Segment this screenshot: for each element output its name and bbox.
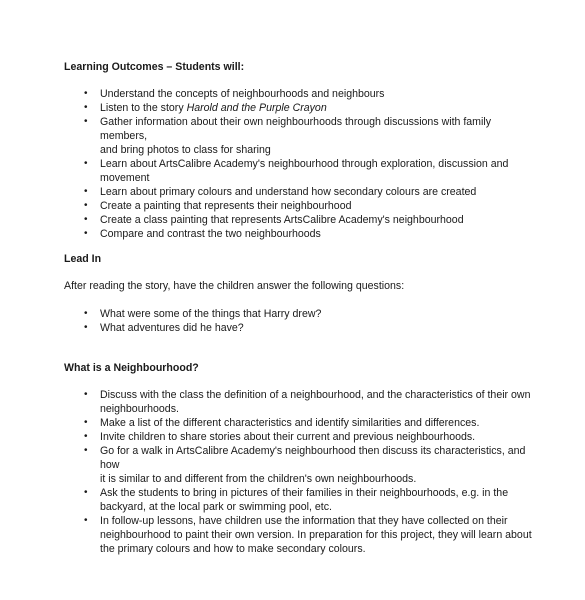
- list-item: [0, 514, 535, 556]
- list-item-text: Understand the concepts of neighbourhoods and neighbours: [100, 88, 385, 100]
- bullet-icon: •: [84, 515, 88, 526]
- list-item: [0, 307, 535, 321]
- list-item-text: Make a list of the different characteristics and identify similarities and differences.: [100, 417, 480, 429]
- list-item: [0, 430, 535, 444]
- bullet-icon: •: [84, 102, 88, 113]
- book-title: Harold and the Purple Crayon: [186, 102, 327, 114]
- bullet-icon: •: [84, 308, 88, 319]
- bullet-icon: •: [84, 417, 88, 428]
- list-item-text: What adventures did he have?: [100, 322, 244, 334]
- list-item-text-continued: the primary colours and how to make secondary colours.: [100, 543, 366, 555]
- list-item-text: Discuss with the class the definition of a neighbourhood, and the characteristics of their own: [100, 389, 531, 401]
- list-item: [0, 213, 535, 227]
- list-item-text-continued: neighbourhood to paint their own version. In preparation for this project, they will learn about: [100, 529, 532, 541]
- list-item-text: Create a painting that represents their neighbourhood: [100, 200, 352, 212]
- lead-in-intro: After reading the story, have the children answer the following questions:: [64, 280, 405, 292]
- bullet-icon: •: [84, 445, 88, 456]
- list-item-text: Gather information about their own neighbourhoods through discussions with family members,: [100, 116, 492, 142]
- bullet-icon: •: [84, 487, 88, 498]
- bullet-icon: •: [84, 186, 88, 197]
- list-item-text: Listen to the story: [100, 102, 187, 114]
- list-item-text-continued: backyard, at the local park or swimming pool, etc.: [100, 501, 332, 513]
- list-item: [0, 486, 535, 514]
- learning-outcomes-heading: Learning Outcomes – Students will:: [64, 61, 245, 73]
- bullet-icon: •: [84, 431, 88, 442]
- list-item-text: Go for a walk in ArtsCalibre Academy's neighbourhood then discuss its characteristics, and how: [100, 445, 526, 471]
- bullet-icon: •: [84, 158, 88, 169]
- bullet-icon: •: [84, 116, 88, 127]
- list-item-text-continued: and bring photos to class for sharing: [100, 144, 271, 156]
- list-item: [0, 416, 535, 430]
- list-item-text: In follow-up lessons, have children use the information that they have collected on their: [100, 515, 508, 527]
- list-item: [0, 115, 535, 157]
- list-item-text: What were some of the things that Harry drew?: [100, 308, 322, 320]
- neighbourhood-activities-list: [0, 388, 585, 556]
- list-item-text-continued: movement: [100, 172, 150, 184]
- list-item: [0, 101, 535, 115]
- neighbourhood-heading: What is a Neighbourhood?: [64, 362, 199, 374]
- list-item: [0, 321, 535, 335]
- list-item: [0, 87, 535, 101]
- list-item-text: Learn about primary colours and understand how secondary colours are created: [100, 186, 477, 198]
- bullet-icon: •: [84, 322, 88, 333]
- list-item-text: Learn about ArtsCalibre Academy's neighbourhood through exploration, discussion and: [100, 158, 509, 170]
- bullet-icon: •: [84, 200, 88, 211]
- list-item-text-continued: neighbourhoods.: [100, 403, 179, 415]
- bullet-icon: •: [84, 389, 88, 400]
- list-item-text: Create a class painting that represents ArtsCalibre Academy's neighbourhood: [100, 214, 464, 226]
- list-item: [0, 157, 535, 185]
- lead-in-questions: [0, 307, 585, 335]
- list-item: [0, 444, 535, 486]
- bullet-icon: •: [84, 214, 88, 225]
- list-item-text-continued: it is similar to and different from the children's own neighbourhoods.: [100, 473, 417, 485]
- list-item-text: Ask the students to bring in pictures of their families in their neighbourhoods, e.g. in the: [100, 487, 509, 499]
- list-item-text: Compare and contrast the two neighbourhoods: [100, 228, 321, 240]
- list-item: [0, 388, 535, 416]
- list-item-text: Invite children to share stories about their current and previous neighbourhoods.: [100, 431, 476, 443]
- learning-outcomes-list: [0, 87, 585, 241]
- lead-in-heading: Lead In: [64, 253, 102, 265]
- list-item: [0, 227, 535, 241]
- bullet-icon: •: [84, 88, 88, 99]
- list-item: [0, 185, 535, 199]
- list-item: [0, 199, 535, 213]
- bullet-icon: •: [84, 228, 88, 239]
